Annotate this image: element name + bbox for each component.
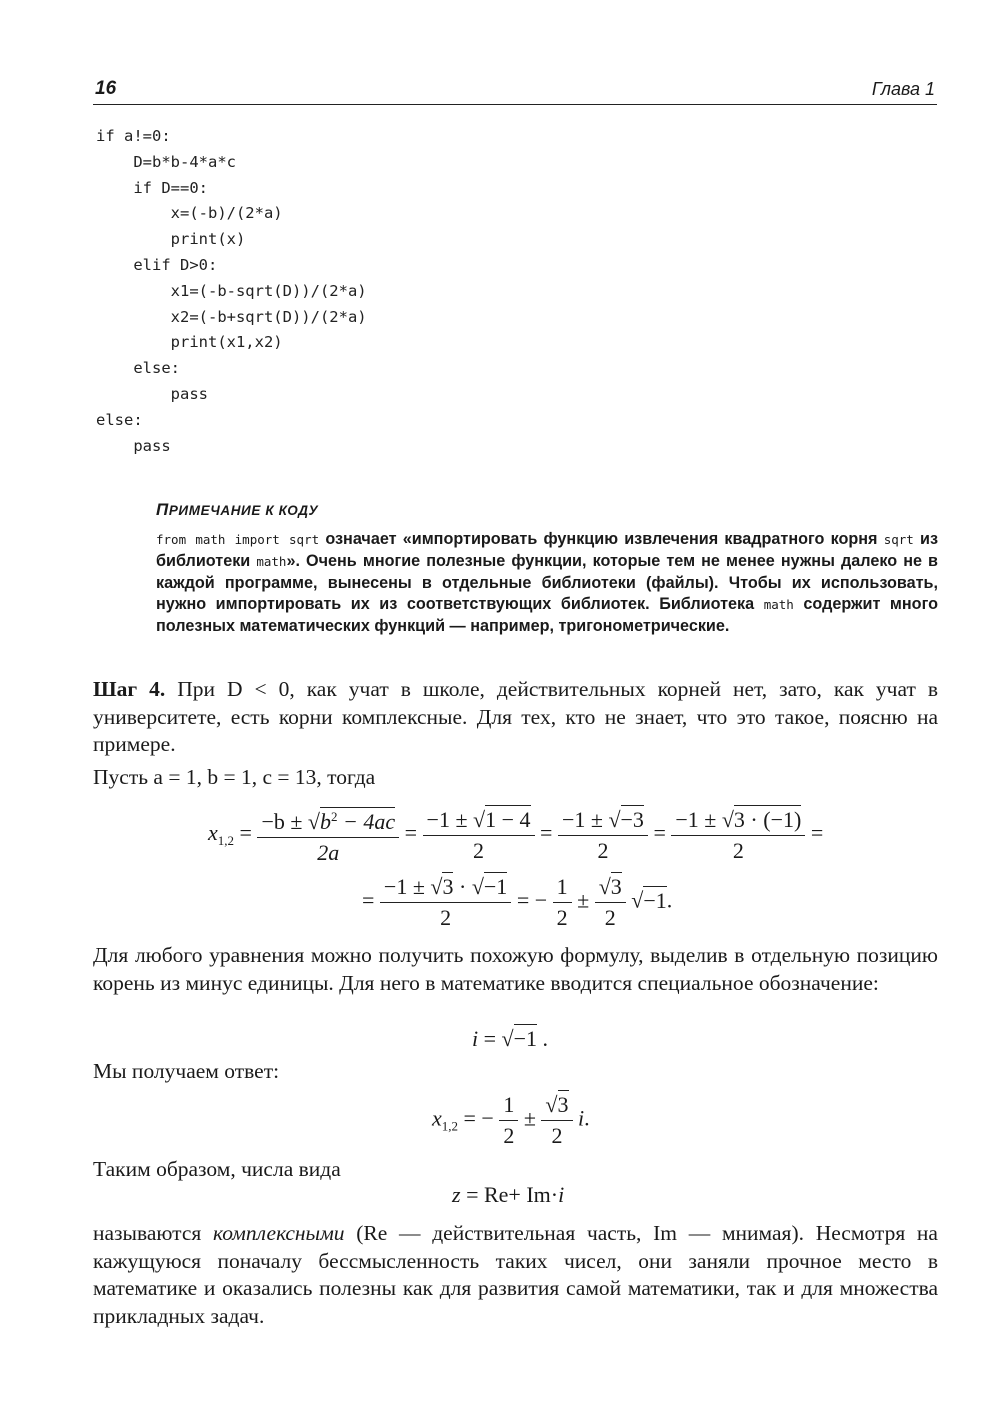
step4-paragraph: Шаг 4. При D < 0, как учат в школе, действительных корней нет, зато, как учат в университете, есть корни комплексные. Для тех, кто не знает, что это такое, поясню на примере.	[93, 677, 939, 756]
code-line: D=b*b-4*a*c	[96, 152, 236, 171]
formula-line-2: = $\frac{-1 \pm √3 \cdot √-1}{2}$ = − $\frac{1}{2}$ ± $\frac{√3}{2}$ √−1.	[362, 874, 673, 930]
code-line: if a!=0:	[96, 127, 171, 145]
let-line: Пусть a = 1, b = 1, c = 13, тогда	[93, 765, 376, 789]
note-title: ПРИМЕЧАНИЕ К КОДУ	[156, 500, 319, 519]
page-number: 16	[95, 78, 117, 99]
code-line: print(x1,x2)	[96, 333, 283, 352]
z-formula: z = Re+ Im·i	[452, 1182, 565, 1207]
any-equation-paragraph: Для любого уравнения можно получить похожую формулу, выделив в отдельную позицию корень из минус единицы. Для него в математике вводится специальное обозначение:	[93, 943, 938, 995]
code-line: pass	[96, 436, 171, 455]
thus-line: Таким образом, числа вида	[93, 1157, 341, 1181]
code-line: elif D>0:	[96, 255, 218, 274]
code-line: pass	[96, 384, 208, 403]
final-paragraph: называются комплексными (Re — действительная часть, Im — мнимая). Несмотря на кажущуюся поначалу бессмысленность таких чисел, они заняли прочное место в математике и оказались полезны как для развития самой математики, так и для множества прикладных задач.	[93, 1221, 938, 1328]
code-line: print(x)	[96, 230, 246, 249]
formula-line-1: $x_{1,2}$ = $\frac{-b \pm √b^2 - 4ac}{2a}$ = $\frac{-1 \pm √1 - 4}{2}$ = $\frac{-1 \pm √-3}{2}$ = $\frac{-1 \pm √3 \cdot (-1)}{2}$ =	[208, 802, 823, 868]
answer-formula: $x_{1,2}$ = − $\frac{1}{2}$ ± $\frac{√3}{2}$ i.	[432, 1092, 590, 1148]
note-body: from math import sqrt означает «импортировать функцию извлечения квадратного корня sqrt из библиотеки math». Очень многие полезные функции, которые тем не менее нужны далеко не в каждой программе, вынесены в отдельные библиотеки (файлы). Чтобы их использовать, нужно импортировать их из соответствующих библиотек. Библиотека math содержит много полезных математических функций — например, тригонометрические.	[156, 530, 939, 636]
chapter-title: Глава 1	[871, 79, 935, 99]
code-note	[156, 500, 938, 638]
code-line: x2=(-b+sqrt(D))/(2*a)	[96, 307, 367, 326]
code-line: if D==0:	[96, 178, 208, 197]
code-line: x=(-b)/(2*a)	[96, 204, 283, 223]
code-line: else:	[96, 359, 180, 378]
page-header	[93, 78, 937, 105]
code-listing	[96, 124, 367, 459]
code-line: x1=(-b-sqrt(D))/(2*a)	[96, 281, 367, 300]
answer-intro: Мы получаем ответ:	[93, 1059, 280, 1083]
code-line: else:	[96, 410, 143, 429]
i-definition: i = √−1 .	[472, 1026, 549, 1051]
